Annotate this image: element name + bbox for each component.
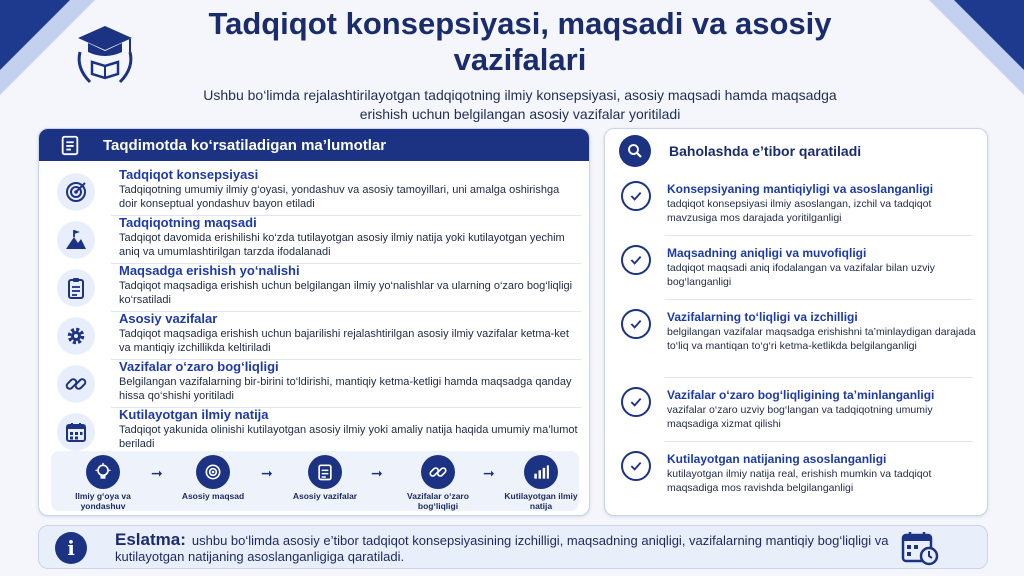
checklist-icon [59,134,81,156]
item-description: Tadqiqotning umumiy ilmiy g‘oyasi, yondashuv va asosiy tamoyillari, uni amalga oshirishga doir konseptual yondashuv bayon etiladi [119,184,560,210]
clipboard-icon [308,455,342,489]
note-label: Eslatma: [115,530,186,549]
item-description: Tadqiqot yakunida olinishi kutilayotgan asosiy ilmiy yoki amaliy natija haqida umumiy ma’lumot beriladi [119,424,578,450]
flow-step-label: Vazifalar o‘zaro bog‘liqligi [407,491,469,511]
criterion-title: Konsepsiyaning mantiqiyligi va asoslanganligi [667,182,934,196]
page-subtitle: Ushbu bo‘limda rejalashtirilayotgan tadqiqotning ilmiy konsepsiyasi, asosiy maqsadi hamda maqsadga erishish uchun belgilangan asosiy vazifalar yoritiladi [203,87,837,122]
check-icon [621,451,651,481]
info-icon: i [55,532,87,564]
criterion-title: Vazifalarning to‘liqligi va izchilligi [667,310,858,324]
flow-step-label: Kutilayotgan ilmiy natija [504,491,578,511]
arrow-right-icon: ➞ [151,465,163,481]
note-box [38,525,988,569]
graduation-cap-laurel-logo [70,18,140,88]
criterion-title: Vazifalar o‘zaro bog‘liqligining ta’minlanganligi [667,388,935,402]
list-item [51,407,581,456]
item-description: Belgilangan vazifalarning bir-birini to‘ldirishi, mantiqiy ketma-ketligi hamda maqsadga qanday hissa qo‘shishi yoritiladi [119,376,572,402]
list-item [51,215,581,264]
arrow-right-icon: ➞ [371,465,383,481]
check-icon [621,309,651,339]
item-title: Asosiy vazifalar [119,311,218,326]
evaluation-criteria-header [619,135,861,167]
flow-step [283,455,367,501]
note-text: ushbu bo‘limda asosiy e’tibor tadqiqot konsepsiyasining izchilligi, maqsadning aniqligi, vazifalarning mantiqiy bog‘liqligi va kutilayotgan natijaning asoslanganligiga qaratiladi. [115,533,889,564]
page-title: Tadqiqot konsepsiyasi, maqsadi va asosiy vazifalari [208,6,832,77]
list-item [51,359,581,408]
link-icon [421,455,455,489]
corner-decoration-right [954,0,1024,70]
link-icon [57,365,95,403]
list-item [51,311,581,360]
calendar-icon [57,413,95,451]
flow-step [171,455,255,501]
item-title: Tadqiqotning maqsadi [119,215,257,230]
flow-step-label: Ilmiy g‘oya va yondashuv [75,491,131,511]
list-item [51,263,581,312]
search-icon [619,135,651,167]
mountain-flag-icon [57,221,95,259]
target-icon [196,455,230,489]
clipboard-icon [57,269,95,307]
evaluation-criteria-title: Baholashda e’tibor qaratiladi [669,143,862,159]
target-icon [57,173,95,211]
list-item [51,167,581,216]
lightbulb-icon [86,455,120,489]
item-description: Tadqiqot davomida erishilishi ko‘zda tutilayotgan asosiy ilmiy natija yoki kutilayotgan yechim aniq va umumlashtirilgan tarzda ifodalanadi [119,232,565,258]
criterion-description: kutilayotgan ilmiy natija real, erishish mumkin va tadqiqot maqsadiga mos ravishda belgilanganligi [667,468,932,494]
presentation-info-panel [38,128,590,516]
arrow-right-icon: ➞ [483,465,495,481]
check-icon [621,245,651,275]
evaluation-criteria-panel [604,128,988,516]
bar-chart-icon [524,455,558,489]
note-text-block [115,532,895,565]
flow-step [396,455,480,511]
criterion-description: vazifalar o‘zaro uzviy bog‘langan va tadqiqotning umumiy maqsadiga xizmat qilishi [667,404,933,430]
criterion-description: tadqiqot konsepsiyasi ilmiy asoslangan, izchil va tadqiqot mavzusiga mos darajada yoritilganligi [667,198,932,224]
arrow-right-icon: ➞ [261,465,273,481]
gear-icon [57,317,95,355]
item-description: Tadqiqot maqsadiga erishish uchun bajarilishi rejalashtirilgan asosiy ilmiy vazifalar ketma-ket va mantiqiy izchillikda keltiriladi [119,328,569,354]
criterion-title: Maqsadning aniqligi va muvofiqligi [667,246,867,260]
presentation-info-title: Taqdimotda ko‘rsatiladigan ma’lumotlar [103,136,387,154]
flow-step [61,455,145,511]
check-icon [621,181,651,211]
check-icon [621,387,651,417]
flow-step-label: Asosiy maqsad [181,491,245,501]
flow-step-label: Asosiy vazifalar [292,491,358,501]
presentation-info-header [39,129,589,161]
item-title: Maqsadga erishish yo‘nalishi [119,263,300,278]
criterion-description: tadqiqot maqsadi aniq ifodalangan va vazifalar bilan uzviy bog‘langanligi [667,262,935,288]
item-description: Tadqiqot maqsadiga erishish uchun belgilangan ilmiy yo‘nalishlar va ularning o‘zaro bog‘liqligi ko‘rsatiladi [119,280,573,306]
item-title: Tadqiqot konsepsiyasi [119,167,259,182]
item-title: Kutilayotgan ilmiy natija [119,407,269,422]
process-flow [51,451,579,511]
criterion-title: Kutilayotgan natijaning asoslanganligi [667,452,887,466]
criterion-description: belgilangan vazifalar maqsadga erishishni ta’minlaydigan darajada to‘liq va mantiqan to‘g‘ri ketma-ketlikda belgilanganligi [667,326,976,352]
item-title: Vazifalar o‘zaro bog‘liqligi [119,359,279,374]
flow-step [499,455,583,511]
corner-decoration-left [0,0,70,70]
calendar-clock-icon [901,530,939,566]
